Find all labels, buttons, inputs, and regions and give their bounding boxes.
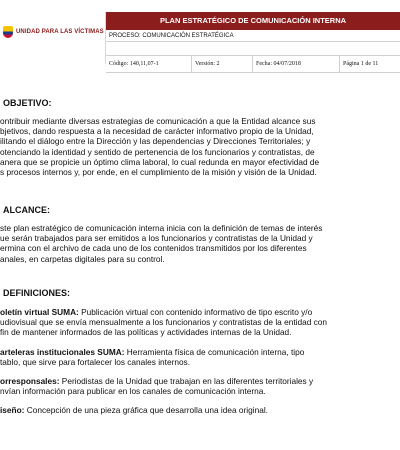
body-line: ermina con el archivo de cada uno de los contenidos transmitidos por los diferentes <box>0 243 307 254</box>
body-line: ue serán trabajados para ser emitidos a los funcionarios y contratistas de la Unidad y <box>0 233 313 244</box>
definition-first-line <box>0 376 400 386</box>
definition-term: iseño: <box>0 405 25 416</box>
coat-of-arms-icon <box>3 26 13 38</box>
logo-area <box>0 12 106 64</box>
definition-term: arteleras institucionales SUMA: <box>0 346 125 357</box>
document-date: Fecha: 04/07/2018 <box>253 56 340 72</box>
section-body <box>0 223 400 264</box>
document-header <box>0 12 400 67</box>
document-version: Versión: 2 <box>192 56 253 72</box>
document-title: PLAN ESTRATÉGICO DE COMUNICACIÓN INTERNA <box>106 12 400 30</box>
definition-text: Herramienta física de comunicación interna, tipo <box>124 346 305 357</box>
definition-text: Publicación virtual con contenido informativo de tipo escrito y/o <box>78 307 313 317</box>
definition-item <box>0 376 400 396</box>
body-line: anales, en carpetas digitales para su control. <box>0 253 165 264</box>
page-number: Página 1 de 11 <box>343 61 379 67</box>
body-line: bjetivos, dando respuesta a la necesidad de carácter informativo propio de la Unidad, <box>0 126 314 137</box>
section-objetivo <box>0 98 400 177</box>
definition-line: fin de mantener informados de las políticas y actividades internas de la Unidad. <box>0 327 292 338</box>
body-line: otenciando la identidad y sentido de pertenencia de los funcionarios y contratistas, de <box>0 146 315 157</box>
body-line: ste plan estratégico de comunicación interna inicia con la definición de temas de interés <box>0 223 323 233</box>
definition-item <box>0 405 400 415</box>
definition-line: tablo, que sirve para fortalecer los canales internos. <box>0 356 191 367</box>
definition-item <box>0 347 400 367</box>
document-meta-row <box>106 55 400 73</box>
definition-line: udiovisual que se envía mensualmente a los funcionarios y contratistas de la entidad con <box>0 317 328 328</box>
body-line: ilitando el diálogo entre la Dirección y las dependencias y Direcciones Territoriales; y <box>0 136 311 147</box>
document-code: Código: 140,11,07-1 <box>106 56 192 72</box>
body-line: anera que se propicie un óptimo clima laboral, lo cual redunda en mayor efectividad de <box>0 156 320 167</box>
definition-term: orresponsales: <box>0 376 60 387</box>
body-line: s procesos internos y, por ende, en el cumplimiento de la misión y visión de la Unidad. <box>0 167 317 178</box>
section-definiciones <box>0 288 400 416</box>
definition-first-line <box>0 405 400 415</box>
section-heading: ALCANCE: <box>3 205 50 215</box>
definition-first-line <box>0 347 400 357</box>
body-line: ontribuir mediante diversas estrategias de comunicación a que la Entidad alcance sus <box>0 116 316 126</box>
definition-first-line <box>0 307 400 317</box>
definition-line: nvían información para publicar en los canales de comunicación interna. <box>0 386 266 397</box>
section-heading: OBJETIVO: <box>3 98 52 108</box>
definition-text: Concepción de una pieza gráfica que desarrolla una idea original. <box>24 405 268 416</box>
logo-text: UNIDAD PARA LAS VÍCTIMAS <box>16 29 104 35</box>
section-alcance <box>0 205 400 264</box>
process-label: PROCESO: COMUNICACIÓN ESTRATÉGICA <box>106 31 400 42</box>
definition-item <box>0 307 400 338</box>
definition-term: oletín virtual SUMA: <box>0 307 79 317</box>
section-body <box>0 116 400 177</box>
definition-text: Periodistas de la Unidad que trabajan en las diferentes territoriales y <box>59 376 314 387</box>
section-heading: DEFINICIONES: <box>3 288 71 298</box>
